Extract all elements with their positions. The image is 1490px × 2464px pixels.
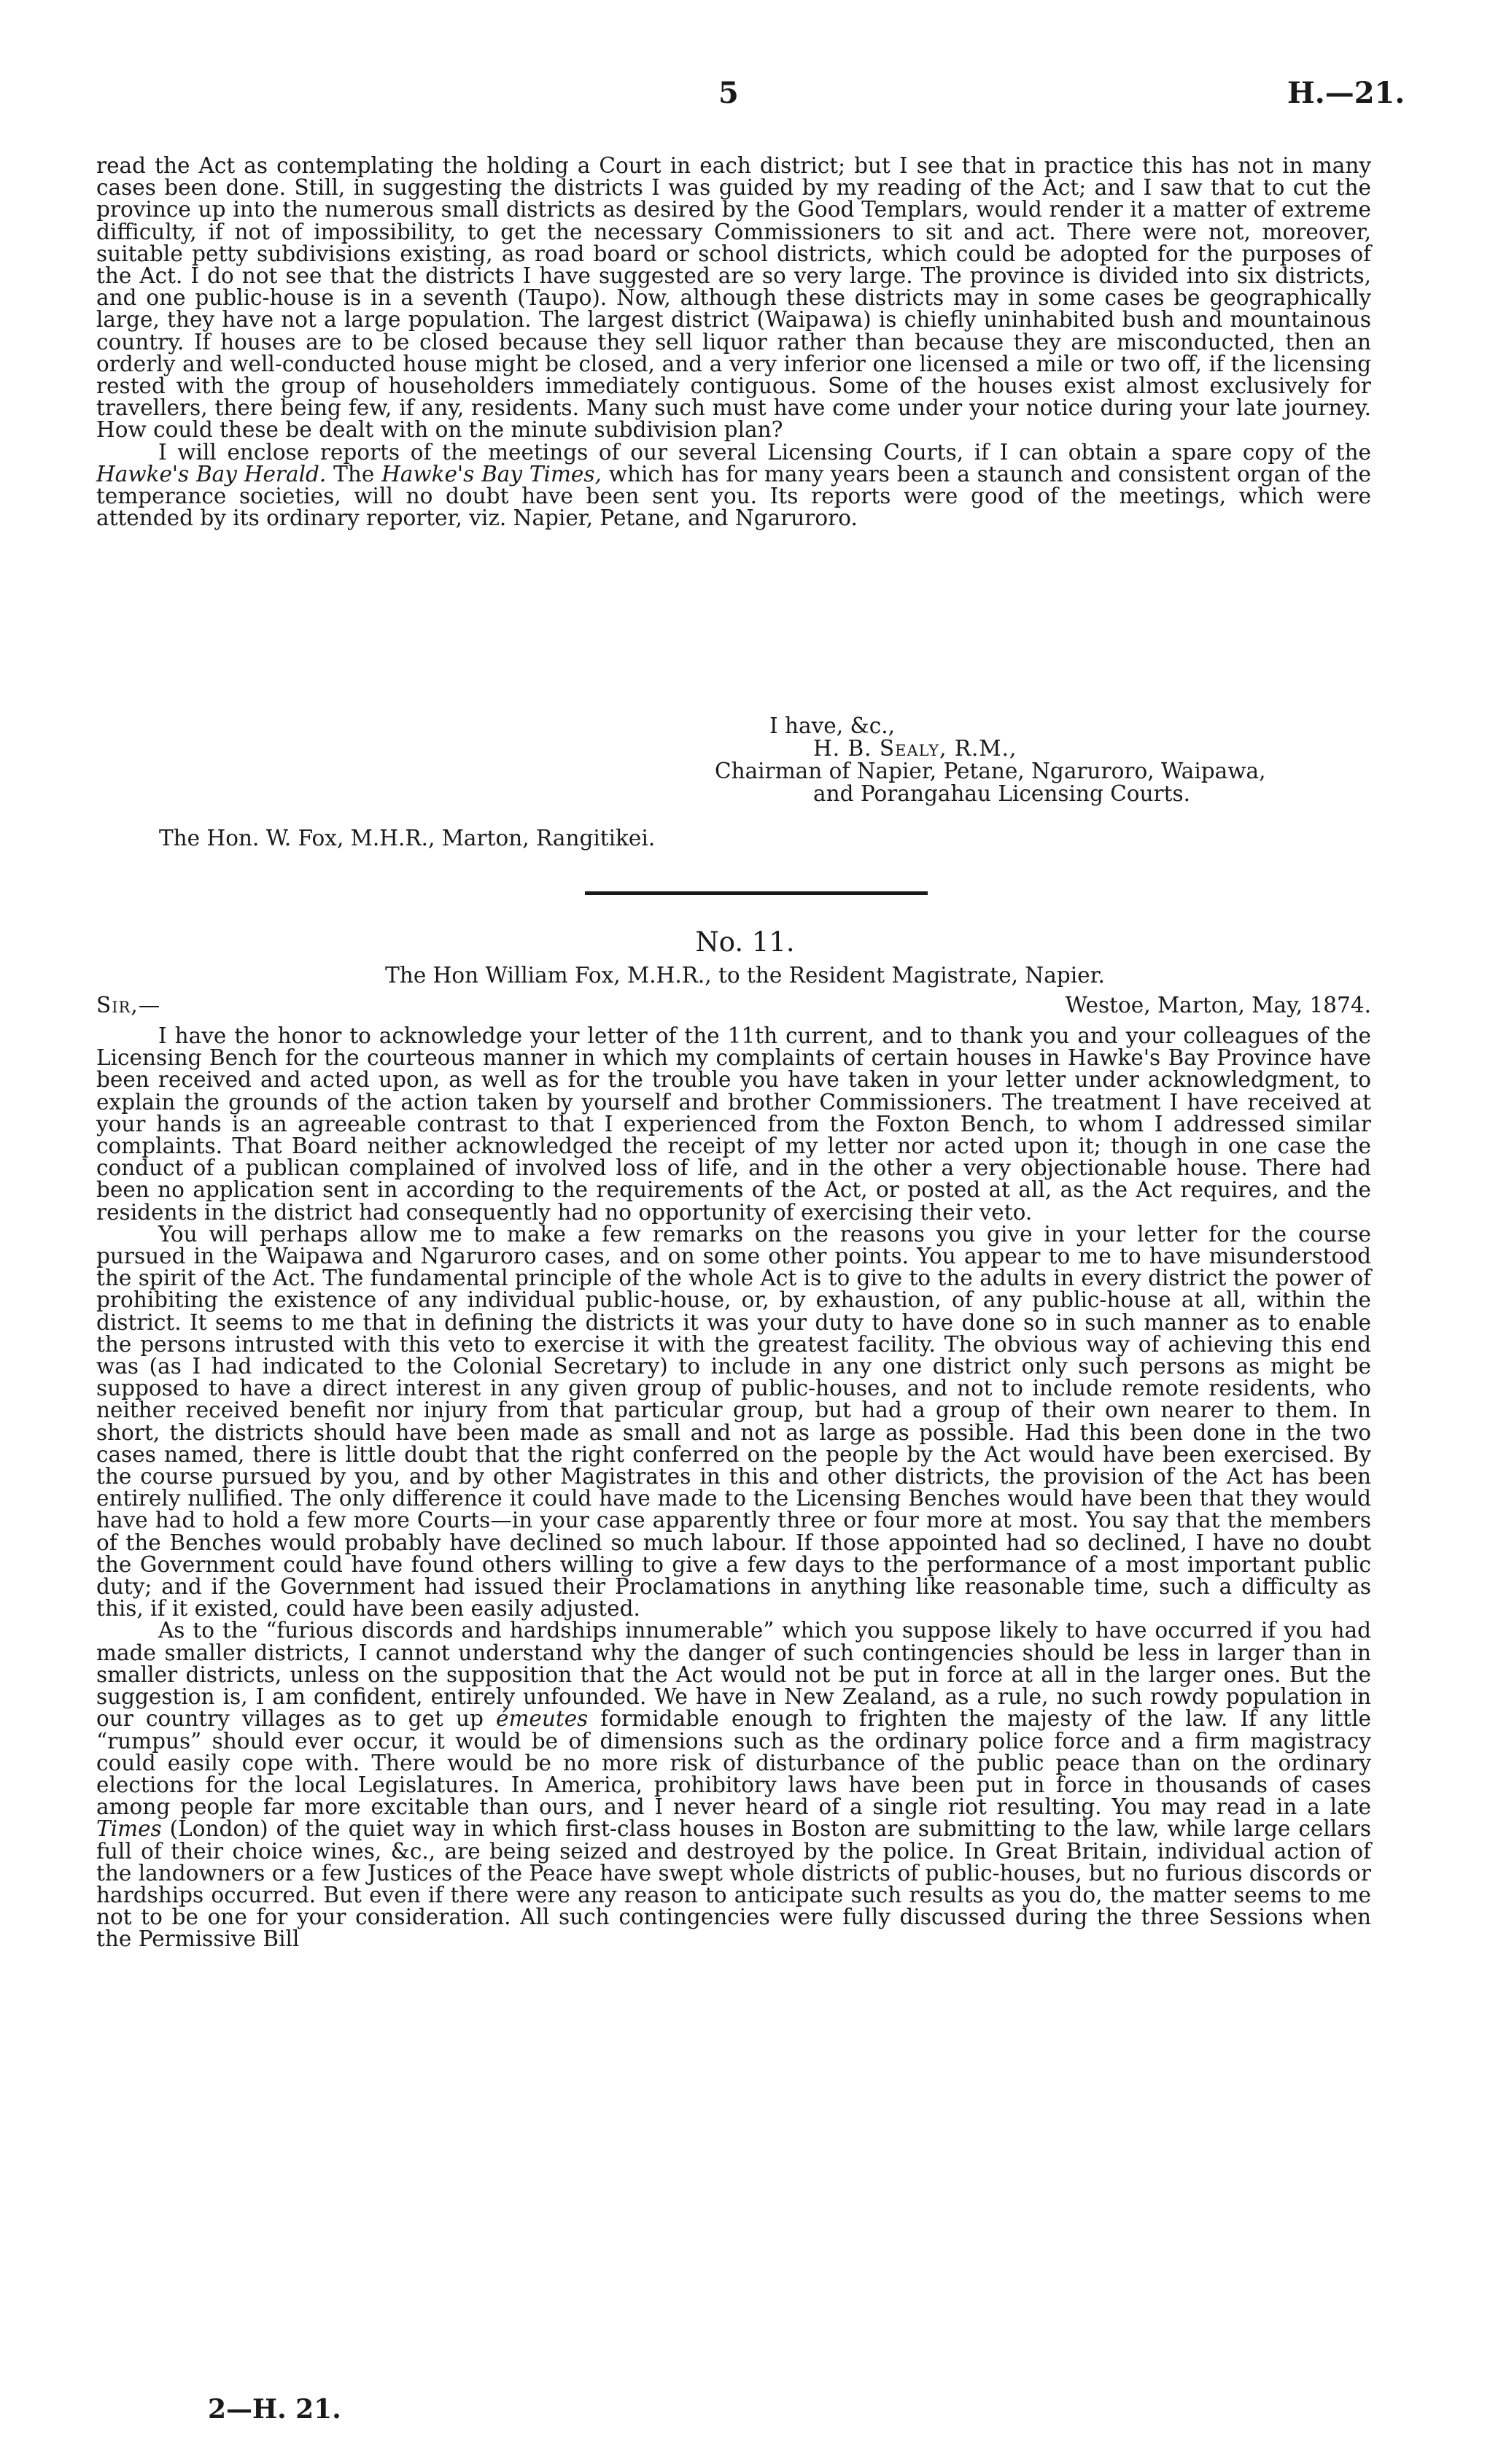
letter-10-body (96, 155, 1371, 529)
section-divider (585, 891, 928, 895)
dateline: Westoe, Marton, May, 1874. (1065, 993, 1371, 1018)
letter-subtitle: The Hon William Fox, M.H.R., to the Resident Magistrate, Napier. (385, 963, 1105, 988)
addressee: The Hon. W. Fox, M.H.R., Marton, Rangitikei. (159, 826, 656, 851)
newspaper-title: Times (96, 1816, 162, 1842)
signature-mark: 2—H. 21. (208, 2394, 341, 2425)
newspaper-title: Hawke's Bay Times, (381, 461, 602, 487)
signature-title: and Porangahau Licensing Courts. (813, 781, 1191, 806)
newspaper-title: Hawke's Bay Herald. (96, 461, 327, 487)
paragraph: I have the honor to acknowledge your letter of the 11th current, and to thank you and your colleagues of the Licensing Bench for the courteous manner in which my complaints of certain houses in Hawke's Bay Province have been received and acted upon, as well as for the trouble you have taken in your letter under acknowledgment, to explain the grounds of the action taken by yourself and brother Commissioners. The treatment I have received at your hands is an agreeable contrast to that I experienced from the Foxton Bench, to whom I addressed similar complaints. That Board neither acknowledged the receipt of my letter nor acted upon it; though in one case the conduct of a publican complained of involved loss of life, and in the other a very objectionable house. There had been no application sent in according to the requirements of the Act, or posted at all, as the Act requires, and the residents in the district had consequently had no opportunity of exercising their veto. (96, 1023, 1371, 1225)
closing: I have, &c., (769, 713, 896, 738)
paragraph: As to the “furious discords and hardships innumerable” which you suppose likely to have occurred if you had made smaller districts, I cannot understand why the danger of such contingencies should be less in larger than in smaller districts, unless on the supposition that the Act would not be put in force at all in the larger ones. But the suggestion is, I am confident, entirely unfounded. We have in New Zealand, as a rule, no such rowdy population in our country villages as to get up émeutes formidable enough to frighten the majesty of the law. If any little “rumpus” should ever occur, it would be of dimensions such as the ordinary police force and a firm magistracy could easily cope with. There would be no more risk of disturbance of the public peace than on the ordinary elections for the local Legislatures. In America, prohibitory laws have been put in force in thousands of cases among people far more excitable than ours, and I never heard of a single riot resulting. You may read in a late Times (London) of the quiet way in which first-class houses in Boston are submitting to the law, while large cellars full of their choice wines, &c., are being seized and destroyed by the police. In Great Britain, individual action of the landowners or a few Justices of the Peace have swept whole districts of public-houses, but no furious discords or hardships occurred. But even if there were any reason to anticipate such results as you do, the matter seems to me not to be one for your consideration. All such contingencies were fully discussed during the three Sessions when the Permissive Bill (96, 1618, 1371, 1952)
salutation: Sir,— (96, 993, 161, 1018)
paragraph: read the Act as contemplating the holding a Court in each district; but I see that in practice this has not in many cases been done. Still, in suggesting the districts I was guided by my reading of the Act; and I saw that to cut the province up into the numerous small districts as desired by the Good Templars, would render it a matter of extreme difficulty, if not of impossibility, to get the necessary Commissioners to sit and act. There were not, moreover, suitable petty subdivisions existing, as road board or school districts, which could be adopted for the purposes of the Act. I do not see that the districts I have suggested are so very large. The province is divided into six districts, and one public-house is in a seventh (Taupo). Now, although these districts may in some cases be geographically large, they have not a large population. The largest district (Waipawa) is chiefly uninhabited bush and mountainous country. If houses are to be closed because they sell liquor rather than because they are misconducted, then an orderly and well-conducted house might be closed, and a very inferior one licensed a mile or two off, if the licensing rested with the group of householders immediately contiguous. Some of the houses exist almost exclusively for travellers, there being few, if any, residents. Many such must have come under your notice during your late journey. How could these be dealt with on the minute subdivision plan? (96, 153, 1371, 443)
salutation-line (96, 993, 1371, 1018)
letter-number: No. 11. (695, 926, 795, 958)
paragraph: I will enclose reports of the meetings of our several Licensing Courts, if I can obtain a spare copy of the Hawke's Bay Herald. The Hawke's Bay Times, which has for many years been a staunch and consistent organ of the temperance societies, will no doubt have been sent you. Its reports were good of the meetings, which were attended by its ordinary reporter, viz. Napier, Petane, and Ngaruroro. (96, 439, 1371, 531)
signature-name: H. B. Sealy, R.M., (813, 736, 1017, 761)
page-header (0, 76, 1490, 120)
document-reference: H.—21. (1287, 76, 1405, 110)
letter-11-body (96, 1025, 1371, 1950)
signature-title: Chairman of Napier, Petane, Ngaruroro, Waipawa, (715, 759, 1266, 783)
page-number: 5 (718, 76, 739, 110)
paragraph: You will perhaps allow me to make a few remarks on the reasons you give in your letter for the course pursued in the Waipawa and Ngaruroro cases, and on some other points. You appear to me to have misunderstood the spirit of the Act. The fundamental principle of the whole Act is to give to the adults in every district the power of prohibiting the existence of any individual public-house, or, by exhaustion, of any public-house at all, within the district. It seems to me that in defining the districts it was your duty to have done so in such manner as to enable the persons intrusted with this veto to exercise it with the greatest facility. The obvious way of achieving this end was (as I had indicated to the Colonial Secretary) to include in any one district only such persons as might be supposed to have a direct interest in any given group of public-houses, and not to include remote residents, who neither received benefit nor injury from that particular group, but had a group of their own nearer to them. In short, the districts should have been made as small and not as large as possible. Had this been done in the two cases named, there is little doubt that the right conferred on the people by the Act would have been exercised. By the course pursued by you, and by other Magistrates in this and other districts, the provision of the Act has been entirely nullified. The only difference it could have made to the Licensing Benches would have been that they would have had to hold a few more Courts—in your case apparently three or four more at most. You say that the members of the Benches would probably have declined so much labour. If those appointed had so declined, I have no doubt the Government could have found others willing to give a few days to the performance of a most important public duty; and if the Government had issued their Proclamations in anything like reasonable time, such a difficulty as this, if it existed, could have been easily adjusted. (96, 1221, 1371, 1622)
